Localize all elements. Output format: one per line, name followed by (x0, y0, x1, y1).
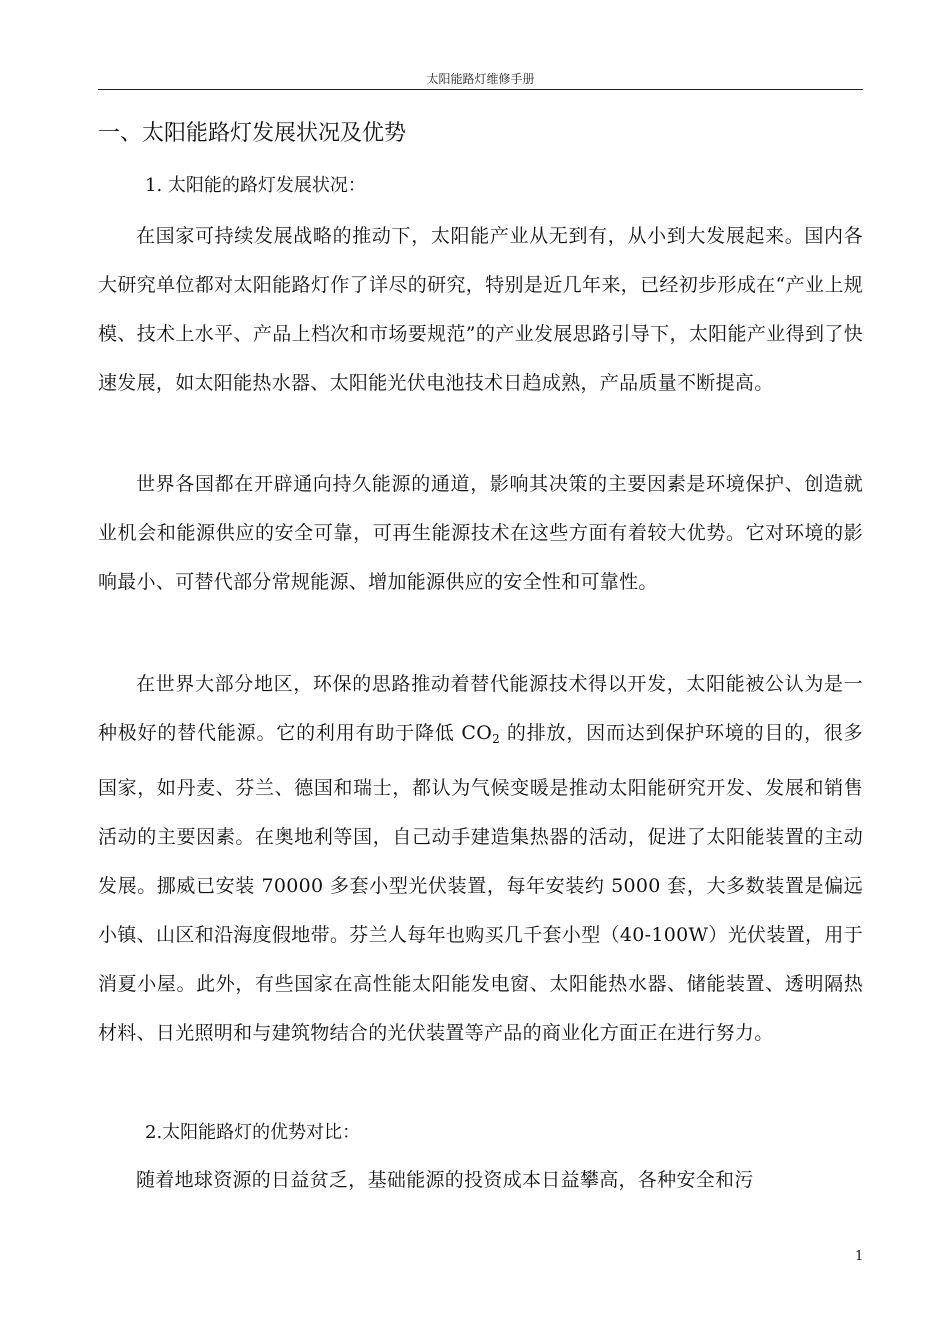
co2-subscript: 2 (492, 732, 501, 746)
paragraph-2: 世界各国都在开辟通向持久能源的通道，影响其决策的主要因素是环境保护、创造就业机会和能源供应的安全可靠，可再生能源技术在这些方面有着较大优势。它对环境的影响最小、可替代部分常规能源、增加能源供应的安全性和可靠性。 (98, 473, 863, 593)
subsection-heading-2: 2.太阳能路灯的优势对比： (145, 1122, 361, 1143)
subsection-heading-1: 1. 太阳能的路灯发展状况： (145, 175, 366, 196)
paragraph-4: 随着地球资源的日益贫乏，基础能源的投资成本日益攀高，各种安全和污 (136, 1169, 754, 1191)
paragraph-3-part-2: 的排放，因而达到保护环境的目的，很多国家，如丹麦、芬兰、德国和瑞士，都认为气候变暖是推动太阳能研究开发、发展和销售活动的主要因素。在奥地利等国，自己动手建造集热器的活动，促进了太阳能装置的主动发展。挪威已安装 70000 多套小型光伏装置，每年安装约 5000 套，大多数装置是偏远小镇、山区和沿海度假地带。芬兰人每年也购买几千套小型（40-100W）光伏装置，用于消夏小屋。此外，有些国家在高性能太阳能发电窗、太阳能热水器、储能装置、透明隔热材料、日光照明和与建筑物结合的光伏装置等产品的商业化方面正在进行努力。 (98, 722, 863, 1044)
running-header: 太阳能路灯维修手册 (426, 72, 535, 86)
paragraph-3-part-1: 在世界大部分地区，环保的思路推动着替代能源技术得以开发，太阳能被公认为是一种极好的替代能源。它的利用有助于降低 CO (98, 673, 863, 744)
paragraph-1: 在国家可持续发展战略的推动下，太阳能产业从无到有，从小到大发展起来。国内各大研究单位都对太阳能路灯作了详尽的研究，特别是近几年来，已经初步形成在“产业上规模、技术上水平、产品上档次和市场要规范”的产业发展思路引导下，太阳能产业得到了快速发展，如太阳能热水器、太阳能光伏电池技术日趋成熟，产品质量不断提高。 (98, 225, 863, 394)
section-heading: 一、太阳能路灯发展状况及优势 (98, 121, 407, 146)
page-number: 1 (855, 1249, 864, 1264)
paragraph-3 (98, 660, 863, 1058)
header-rule (98, 89, 863, 90)
